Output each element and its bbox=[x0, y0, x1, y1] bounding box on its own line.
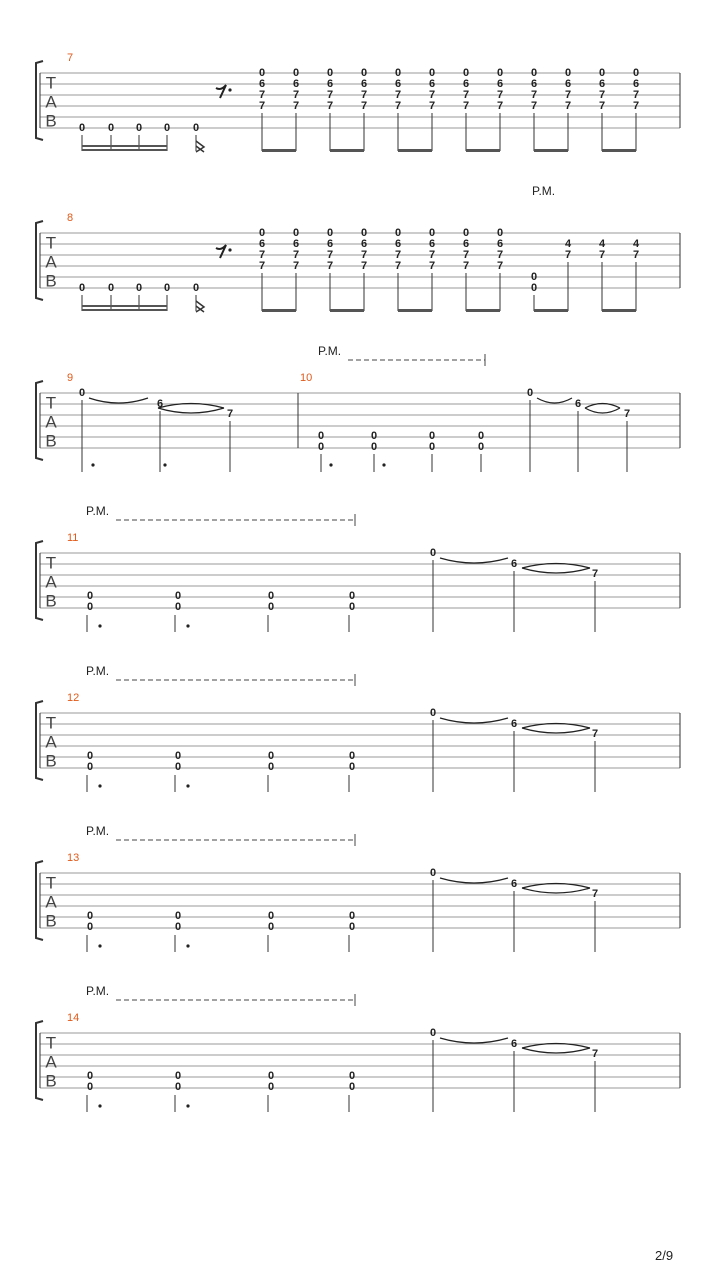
tab-letter-t: T bbox=[45, 393, 57, 413]
beam bbox=[466, 149, 500, 152]
beam bbox=[602, 309, 636, 312]
fret-number: 6 bbox=[292, 238, 300, 250]
fret-number: 0 bbox=[348, 750, 356, 762]
palm-mute-label: P.M. bbox=[86, 824, 110, 838]
fret-number: 7 bbox=[564, 249, 572, 261]
fret-number: 0 bbox=[174, 1081, 182, 1093]
fret-number: 7 bbox=[360, 260, 368, 272]
palm-mute-label: P.M. bbox=[86, 984, 110, 998]
note-flag bbox=[196, 301, 204, 312]
fret-number: 0 bbox=[258, 67, 266, 79]
dot bbox=[329, 463, 332, 466]
fret-number: 6 bbox=[598, 78, 606, 90]
fret-number: 7 bbox=[496, 89, 504, 101]
fret-number: 0 bbox=[135, 282, 143, 294]
fret-number: 0 bbox=[267, 590, 275, 602]
note-flag bbox=[196, 141, 204, 152]
fret-number: 7 bbox=[428, 100, 436, 112]
fret-number: 0 bbox=[86, 1070, 94, 1082]
beam bbox=[262, 149, 296, 152]
fret-number: 0 bbox=[267, 761, 275, 773]
fret-number: 0 bbox=[632, 67, 640, 79]
fret-number: 0 bbox=[428, 227, 436, 239]
fret-number: 7 bbox=[292, 100, 300, 112]
tab-letter-b: B bbox=[45, 751, 57, 771]
tab-letter-a: A bbox=[45, 892, 57, 912]
measure-number: 9 bbox=[67, 372, 74, 384]
fret-number: 0 bbox=[326, 67, 334, 79]
fret-number: 4 bbox=[632, 238, 640, 250]
beam bbox=[466, 309, 500, 312]
tie bbox=[537, 398, 572, 403]
fret-number: 0 bbox=[348, 761, 356, 773]
fret-number: 0 bbox=[86, 750, 94, 762]
fret-number: 6 bbox=[462, 238, 470, 250]
dot bbox=[228, 88, 231, 91]
tie bbox=[522, 888, 590, 893]
dot bbox=[91, 463, 94, 466]
tab-letter-a: A bbox=[45, 1052, 57, 1072]
fret-number: 7 bbox=[360, 249, 368, 261]
fret-number: 0 bbox=[428, 67, 436, 79]
beam bbox=[534, 149, 568, 152]
fret-number: 0 bbox=[360, 227, 368, 239]
dot bbox=[98, 1104, 101, 1107]
beam bbox=[330, 309, 364, 312]
fret-number: 7 bbox=[598, 89, 606, 101]
fret-number: 0 bbox=[78, 282, 86, 294]
fret-number: 7 bbox=[632, 100, 640, 112]
fret-number: 0 bbox=[598, 67, 606, 79]
fret-number: 0 bbox=[258, 227, 266, 239]
fret-number: 7 bbox=[360, 89, 368, 101]
fret-number: 0 bbox=[267, 1070, 275, 1082]
fret-number: 7 bbox=[258, 100, 266, 112]
fret-number: 0 bbox=[86, 1081, 94, 1093]
tab-letter-t: T bbox=[45, 873, 57, 893]
fret-number: 7 bbox=[226, 408, 234, 420]
fret-number: 7 bbox=[462, 100, 470, 112]
fret-number: 7 bbox=[394, 100, 402, 112]
fret-number: 0 bbox=[174, 1070, 182, 1082]
fret-number: 6 bbox=[394, 238, 402, 250]
fret-number: 7 bbox=[428, 260, 436, 272]
measure-number: 8 bbox=[67, 212, 74, 224]
fret-number: 7 bbox=[326, 249, 334, 261]
fret-number: 0 bbox=[564, 67, 572, 79]
fret-number: 0 bbox=[530, 67, 538, 79]
eighth-rest bbox=[216, 245, 226, 258]
page-number: 2/9 bbox=[655, 1248, 674, 1263]
fret-number: 6 bbox=[510, 878, 518, 890]
fret-number: 7 bbox=[258, 249, 266, 261]
fret-number: 0 bbox=[174, 750, 182, 762]
fret-number: 7 bbox=[591, 568, 599, 580]
fret-number: 0 bbox=[267, 1081, 275, 1093]
tab-letter-b: B bbox=[45, 111, 57, 131]
fret-number: 0 bbox=[107, 122, 115, 134]
tab-letter-b: B bbox=[45, 591, 57, 611]
tab-letter-t: T bbox=[45, 713, 57, 733]
fret-number: 6 bbox=[530, 78, 538, 90]
fret-number: 6 bbox=[258, 238, 266, 250]
tie bbox=[440, 558, 508, 563]
fret-number: 0 bbox=[428, 430, 436, 442]
fret-number: 0 bbox=[429, 707, 437, 719]
fret-number: 7 bbox=[591, 1048, 599, 1060]
dot bbox=[98, 784, 101, 787]
fret-number: 0 bbox=[394, 227, 402, 239]
fret-number: 6 bbox=[360, 238, 368, 250]
fret-number: 0 bbox=[462, 67, 470, 79]
tab-staff-7 bbox=[36, 1021, 680, 1100]
fret-number: 7 bbox=[292, 249, 300, 261]
fret-number: 7 bbox=[462, 89, 470, 101]
fret-number: 0 bbox=[348, 921, 356, 933]
dot bbox=[186, 1104, 189, 1107]
tie bbox=[522, 568, 590, 573]
fret-number: 6 bbox=[326, 238, 334, 250]
fret-number: 0 bbox=[163, 122, 171, 134]
fret-number: 6 bbox=[258, 78, 266, 90]
fret-number: 0 bbox=[135, 122, 143, 134]
fret-number: 0 bbox=[317, 441, 325, 453]
tab-staff-1 bbox=[36, 61, 680, 140]
beam bbox=[398, 309, 432, 312]
fret-number: 7 bbox=[462, 249, 470, 261]
fret-number: 0 bbox=[477, 430, 485, 442]
dot bbox=[163, 463, 166, 466]
fret-number: 0 bbox=[267, 921, 275, 933]
beam bbox=[398, 149, 432, 152]
fret-number: 7 bbox=[496, 249, 504, 261]
tie bbox=[89, 398, 148, 403]
tab-letter-a: A bbox=[45, 572, 57, 592]
tab-letter-a: A bbox=[45, 412, 57, 432]
fret-number: 0 bbox=[394, 67, 402, 79]
fret-number: 0 bbox=[348, 1070, 356, 1082]
fret-number: 6 bbox=[156, 398, 164, 410]
fret-number: 7 bbox=[326, 100, 334, 112]
fret-number: 0 bbox=[530, 271, 538, 283]
tab-staff-6 bbox=[36, 861, 680, 940]
fret-number: 6 bbox=[510, 558, 518, 570]
measure-number: 7 bbox=[67, 52, 74, 64]
fret-number: 0 bbox=[86, 590, 94, 602]
fret-number: 0 bbox=[78, 387, 86, 399]
fret-number: 7 bbox=[598, 249, 606, 261]
fret-number: 0 bbox=[292, 67, 300, 79]
tab-staff-5 bbox=[36, 701, 680, 780]
fret-number: 0 bbox=[496, 227, 504, 239]
fret-number: 0 bbox=[477, 441, 485, 453]
palm-mute-label: P.M. bbox=[86, 664, 110, 678]
tie bbox=[585, 408, 620, 413]
fret-number: 7 bbox=[564, 89, 572, 101]
tab-letter-t: T bbox=[45, 73, 57, 93]
dot bbox=[186, 784, 189, 787]
fret-number: 7 bbox=[394, 89, 402, 101]
fret-number: 7 bbox=[360, 100, 368, 112]
fret-number: 0 bbox=[86, 910, 94, 922]
measure-number: 11 bbox=[67, 532, 79, 544]
fret-number: 7 bbox=[632, 89, 640, 101]
tie bbox=[440, 878, 508, 883]
tab-letter-b: B bbox=[45, 911, 57, 931]
beam bbox=[82, 309, 167, 311]
fret-number: 0 bbox=[429, 867, 437, 879]
beam bbox=[534, 309, 568, 312]
fret-number: 0 bbox=[348, 590, 356, 602]
fret-number: 6 bbox=[574, 398, 582, 410]
fret-number: 4 bbox=[598, 238, 606, 250]
fret-number: 6 bbox=[510, 1038, 518, 1050]
fret-number: 0 bbox=[292, 227, 300, 239]
fret-number: 7 bbox=[530, 100, 538, 112]
fret-number: 7 bbox=[292, 260, 300, 272]
beam bbox=[82, 305, 167, 307]
fret-number: 0 bbox=[192, 282, 200, 294]
fret-number: 0 bbox=[326, 227, 334, 239]
fret-number: 6 bbox=[632, 78, 640, 90]
fret-number: 7 bbox=[462, 260, 470, 272]
fret-number: 0 bbox=[348, 1081, 356, 1093]
measure-number: 12 bbox=[67, 692, 80, 704]
tab-letter-a: A bbox=[45, 92, 57, 112]
palm-mute-label: P.M. bbox=[532, 184, 556, 198]
tie bbox=[158, 408, 224, 413]
fret-number: 0 bbox=[267, 750, 275, 762]
tab-staff-3 bbox=[36, 381, 680, 460]
fret-number: 7 bbox=[326, 260, 334, 272]
tab-letter-a: A bbox=[45, 732, 57, 752]
palm-mute-label: P.M. bbox=[318, 344, 342, 358]
fret-number: 7 bbox=[496, 260, 504, 272]
fret-number: 0 bbox=[267, 601, 275, 613]
dot bbox=[382, 463, 385, 466]
fret-number: 0 bbox=[107, 282, 115, 294]
tab-letter-t: T bbox=[45, 233, 57, 253]
fret-number: 7 bbox=[292, 89, 300, 101]
fret-number: 0 bbox=[348, 601, 356, 613]
beam bbox=[330, 149, 364, 152]
fret-number: 7 bbox=[591, 888, 599, 900]
tie bbox=[522, 728, 590, 733]
tab-letter-t: T bbox=[45, 553, 57, 573]
fret-number: 0 bbox=[86, 761, 94, 773]
beam bbox=[262, 309, 296, 312]
fret-number: 0 bbox=[348, 910, 356, 922]
fret-number: 6 bbox=[326, 78, 334, 90]
fret-number: 7 bbox=[564, 100, 572, 112]
fret-number: 7 bbox=[428, 249, 436, 261]
dot bbox=[228, 248, 231, 251]
fret-number: 7 bbox=[258, 260, 266, 272]
dot bbox=[98, 624, 101, 627]
fret-number: 0 bbox=[462, 227, 470, 239]
fret-number: 0 bbox=[174, 761, 182, 773]
fret-number: 7 bbox=[598, 100, 606, 112]
fret-number: 7 bbox=[258, 89, 266, 101]
fret-number: 7 bbox=[623, 408, 631, 420]
fret-number: 0 bbox=[174, 910, 182, 922]
fret-number: 6 bbox=[428, 78, 436, 90]
tab-staff-2 bbox=[36, 221, 680, 300]
fret-number: 6 bbox=[564, 78, 572, 90]
fret-number: 7 bbox=[428, 89, 436, 101]
fret-number: 0 bbox=[86, 921, 94, 933]
fret-number: 6 bbox=[292, 78, 300, 90]
fret-number: 0 bbox=[317, 430, 325, 442]
fret-number: 6 bbox=[428, 238, 436, 250]
fret-number: 7 bbox=[496, 100, 504, 112]
tab-letter-b: B bbox=[45, 1071, 57, 1091]
fret-number: 0 bbox=[86, 601, 94, 613]
fret-number: 6 bbox=[462, 78, 470, 90]
fret-number: 0 bbox=[360, 67, 368, 79]
fret-number: 7 bbox=[326, 89, 334, 101]
fret-number: 0 bbox=[530, 282, 538, 294]
beam bbox=[82, 149, 167, 151]
fret-number: 7 bbox=[530, 89, 538, 101]
measure-number: 14 bbox=[67, 1012, 80, 1024]
tab-letter-a: A bbox=[45, 252, 57, 272]
fret-number: 0 bbox=[267, 910, 275, 922]
fret-number: 0 bbox=[163, 282, 171, 294]
fret-number: 7 bbox=[632, 249, 640, 261]
beam bbox=[602, 149, 636, 152]
fret-number: 6 bbox=[510, 718, 518, 730]
dot bbox=[186, 624, 189, 627]
measure-number: 13 bbox=[67, 852, 80, 864]
fret-number: 6 bbox=[394, 78, 402, 90]
eighth-rest bbox=[216, 85, 226, 98]
tab-staff-4 bbox=[36, 541, 680, 620]
fret-number: 0 bbox=[429, 547, 437, 559]
tie bbox=[522, 1048, 590, 1053]
beam bbox=[82, 145, 167, 147]
fret-number: 4 bbox=[564, 238, 572, 250]
fret-number: 7 bbox=[394, 260, 402, 272]
tab-letter-b: B bbox=[45, 431, 57, 451]
fret-number: 0 bbox=[496, 67, 504, 79]
fret-number: 0 bbox=[526, 387, 534, 399]
fret-number: 6 bbox=[496, 238, 504, 250]
fret-number: 0 bbox=[370, 430, 378, 442]
fret-number: 6 bbox=[360, 78, 368, 90]
fret-number: 0 bbox=[174, 921, 182, 933]
dot bbox=[186, 944, 189, 947]
fret-number: 0 bbox=[174, 590, 182, 602]
fret-number: 0 bbox=[78, 122, 86, 134]
fret-number: 0 bbox=[174, 601, 182, 613]
measure-number: 10 bbox=[300, 372, 313, 384]
fret-number: 7 bbox=[591, 728, 599, 740]
tab-letter-t: T bbox=[45, 1033, 57, 1053]
tie bbox=[440, 718, 508, 723]
tab-letter-b: B bbox=[45, 271, 57, 291]
tie bbox=[440, 1038, 508, 1043]
fret-number: 0 bbox=[370, 441, 378, 453]
fret-number: 0 bbox=[192, 122, 200, 134]
fret-number: 0 bbox=[428, 441, 436, 453]
fret-number: 0 bbox=[429, 1027, 437, 1039]
dot bbox=[98, 944, 101, 947]
fret-number: 7 bbox=[394, 249, 402, 261]
palm-mute-label: P.M. bbox=[86, 504, 110, 518]
fret-number: 6 bbox=[496, 78, 504, 90]
